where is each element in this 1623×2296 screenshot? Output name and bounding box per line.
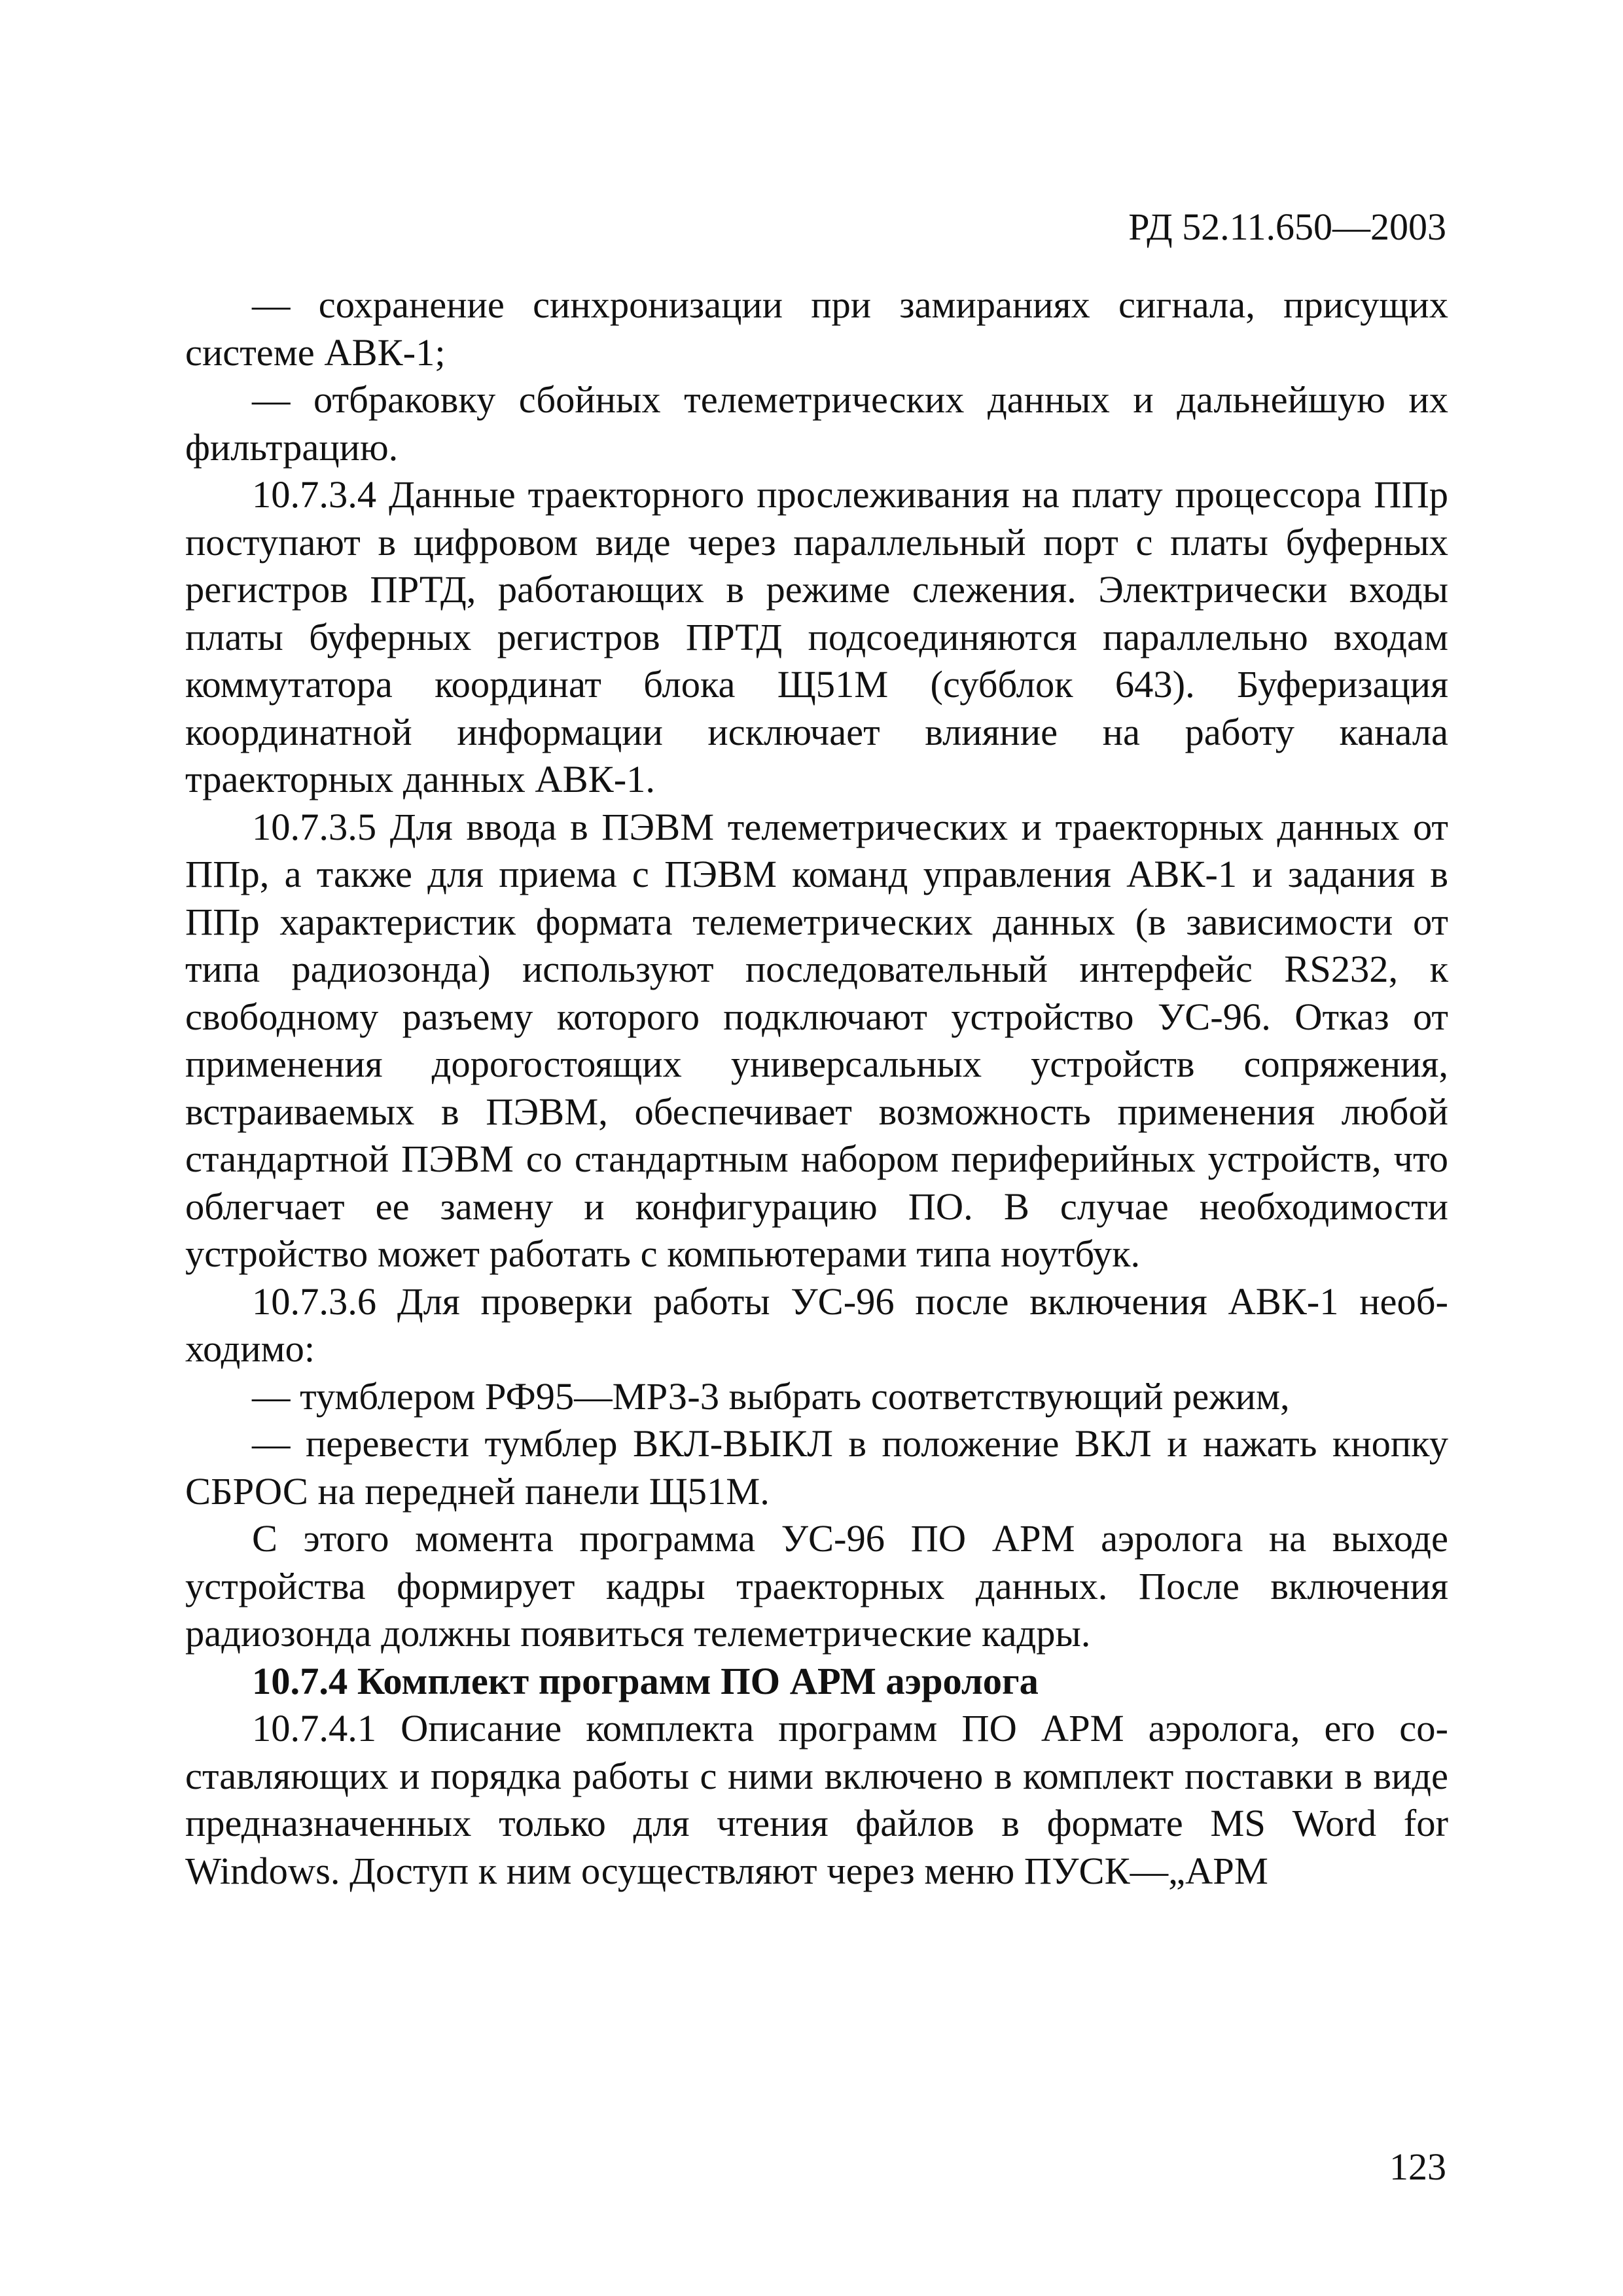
paragraph-10-7-3-6: 10.7.3.6 Для проверки работы УС-96 после включения АВК-1 необходимо:: [185, 1280, 1448, 1370]
paragraph-10-7-4-1: 10.7.4.1 Описание комплекта программ ПО АРМ аэролога, его составляющих и порядка работы с ними включено в комплект поставки в виде предназначенных только для чтения файлов в формате MS Word for Windows. Доступ к ним осуществляют через меню ПУСК—„АРМ: [185, 1707, 1448, 1892]
paragraph-10-7-3-4: 10.7.3.4 Данные траекторного прослеживания на плату процессора ППр поступают в цифровом виде через параллельный порт с платы буферных регистров ПРТД, работающих в режиме слежения. Электрически входы платы буферных регистров ПРТД подсоединяются параллельно входам коммутатора координат блока Щ51М (субблок 643). Буферизация координатной информации исключает влияние на работу канала траекторных данных АВК-1.: [185, 473, 1448, 800]
list-item-power-on-reset: — перевести тумблер ВКЛ-ВЫКЛ в положение ВКЛ и нажать кнопку СБРОС на передней панели Щ51М.: [185, 1422, 1448, 1513]
page-body: [185, 281, 1448, 1895]
list-item-switch-mode: — тумблером РФ95—МРЗ-3 выбрать соответствующий режим,: [252, 1374, 1290, 1418]
document-code-header: РД 52.11.650—2003: [1128, 206, 1446, 248]
paragraph-10-7-3-5: 10.7.3.5 Для ввода в ПЭВМ телеметрических и траекторных данных от ППр, а также для приема с ПЭВМ команд управления АВК-1 и задания в ППр характеристик формата телеметрических данных (в зависимости от типа радиозонда) используют последовательный интерфейс RS232, к свободному разъему которого подключают устройство УС-96. Отказ от применения дорогостоящих универсальных устройств сопряжения, встраиваемых в ПЭВМ, обеспечивает возможность применения любой стандартной ПЭВМ со стандартным набором периферийных устройств, что облегчает ее замену и конфигурацию ПО. В случае необходимости устройство может работать с компьютерами типа ноутбук.: [185, 805, 1448, 1275]
list-item-data-rejection: — отбраковку сбойных телеметрических данных и дальнейшую их фильтрацию.: [185, 378, 1448, 469]
page-number: 123: [1389, 2145, 1446, 2188]
list-item-sync-preservation: — сохранение синхронизации при замираниях сигнала, присущих системе АВК-1;: [185, 283, 1448, 374]
section-heading-10-7-4: 10.7.4 Комплект программ ПО АРМ аэролога: [252, 1659, 1039, 1702]
paragraph-frames-output: С этого момента программа УС-96 ПО АРМ аэролога на выходе устройства формирует кадры траекторных данных. После включения радиозонда должны появиться телеметрические кадры.: [185, 1517, 1448, 1655]
